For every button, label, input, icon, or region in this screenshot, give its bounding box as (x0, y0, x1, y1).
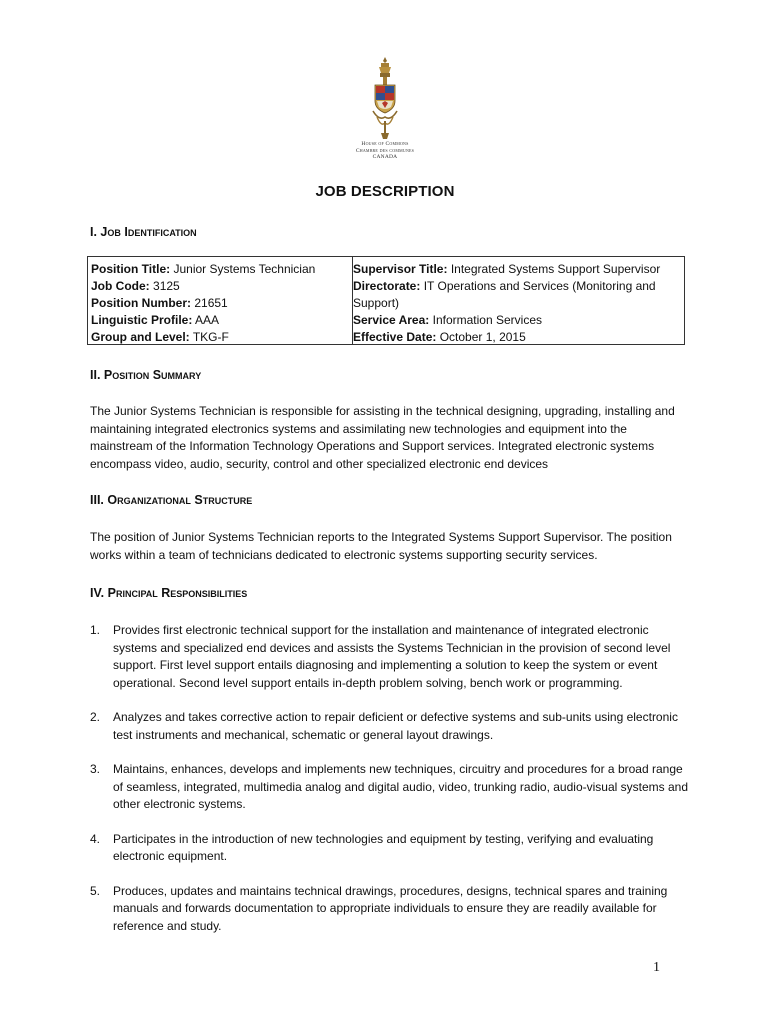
section-heading-responsibilities: IV. Principal Responsibilities (90, 586, 248, 600)
logo-line-3: CANADA (372, 154, 398, 160)
logo-line-2: Chambre des communes (355, 147, 415, 154)
linguistic-profile-row: Linguistic Profile: AAA (91, 313, 220, 327)
list-item (90, 831, 690, 866)
position-summary-text: The Junior Systems Technician is responsible for assisting in the technical designing, upgrading, installing and maintaining integrated electronics systems and assimilating new technologies and equipment into the mainstream of the Information Technology Operations and Support services. Integrated electronic systems encompass video, audio, security, control and other specialized electronic end devices (90, 404, 675, 471)
group-and-level-row: Group and Level: TKG-F (91, 330, 229, 344)
page-number: 1 (653, 960, 660, 975)
job-code-row: Job Code: 3125 (91, 279, 180, 293)
section-heading-structure: III. Organizational Structure (90, 493, 253, 507)
directorate-row: Directorate: IT Operations and Services (Monitoring and Support) (353, 279, 656, 310)
section-heading-identification: I. Job Identification (90, 225, 197, 239)
list-item-number: 1. (90, 623, 101, 637)
identification-left-column (91, 261, 347, 346)
supervisor-title-row: Supervisor Title: Integrated Systems Support Supervisor (353, 262, 661, 276)
list-item-number: 4. (90, 831, 101, 846)
list-item-number: 5. (90, 883, 101, 898)
list-item-number: 2. (90, 710, 101, 724)
responsibilities-list (90, 622, 690, 935)
identification-table (87, 256, 685, 345)
document-title: JOB DESCRIPTION (315, 183, 455, 200)
identification-right-column (352, 257, 684, 345)
logo-line-1: House of Commons (361, 141, 409, 147)
section-heading-summary: II. Position Summary (90, 368, 202, 382)
organizational-structure-text: The position of Junior Systems Technician reports to the Integrated Systems Support Supervisor. The position works within a team of technicians dedicated to electronic systems supporting security services. (90, 530, 672, 562)
effective-date-row: Effective Date: October 1, 2015 (353, 330, 526, 344)
service-area-row: Service Area: Information Services (353, 313, 543, 327)
position-title-row: Position Title: Junior Systems Technician (91, 262, 316, 276)
list-item-text: Analyzes and takes corrective action to repair deficient or defective systems and sub-units using electronic test instruments and mechanical, schematic or general layout drawings. (113, 710, 678, 742)
mace-crest-icon (365, 55, 405, 141)
house-of-commons-logo (347, 55, 423, 165)
list-item (90, 761, 690, 814)
position-number-row: Position Number: 21651 (91, 296, 228, 310)
list-item-text: Produces, updates and maintains technical drawings, procedures, designs, technical spares and training manuals and forwards documentation to appropriate individuals to ensure they are readily available for reference and study. (113, 883, 668, 933)
list-item-text: Maintains, enhances, develops and implements new techniques, circuitry and procedures for a broad range of seamless, integrated, multimedia analog and digital audio, video, trunking radio, audio-visual systems and other electronic systems. (113, 762, 688, 811)
list-item (90, 622, 690, 692)
list-item (90, 709, 690, 744)
list-item-number: 3. (90, 762, 101, 776)
list-item-text: Provides first electronic technical support for the installation and maintenance of integrated electronic systems and specialized end devices and assists the Systems Technician in the provision of second level support. First level support entails diagnosing and implementing a solution to keep the system or event operational. Second level support entails in-depth problem solving, bench work or programming. (113, 623, 671, 690)
list-item (90, 883, 690, 936)
list-item-text: Participates in the introduction of new technologies and equipment by testing, verifying and evaluating electronic equipment. (113, 831, 654, 863)
